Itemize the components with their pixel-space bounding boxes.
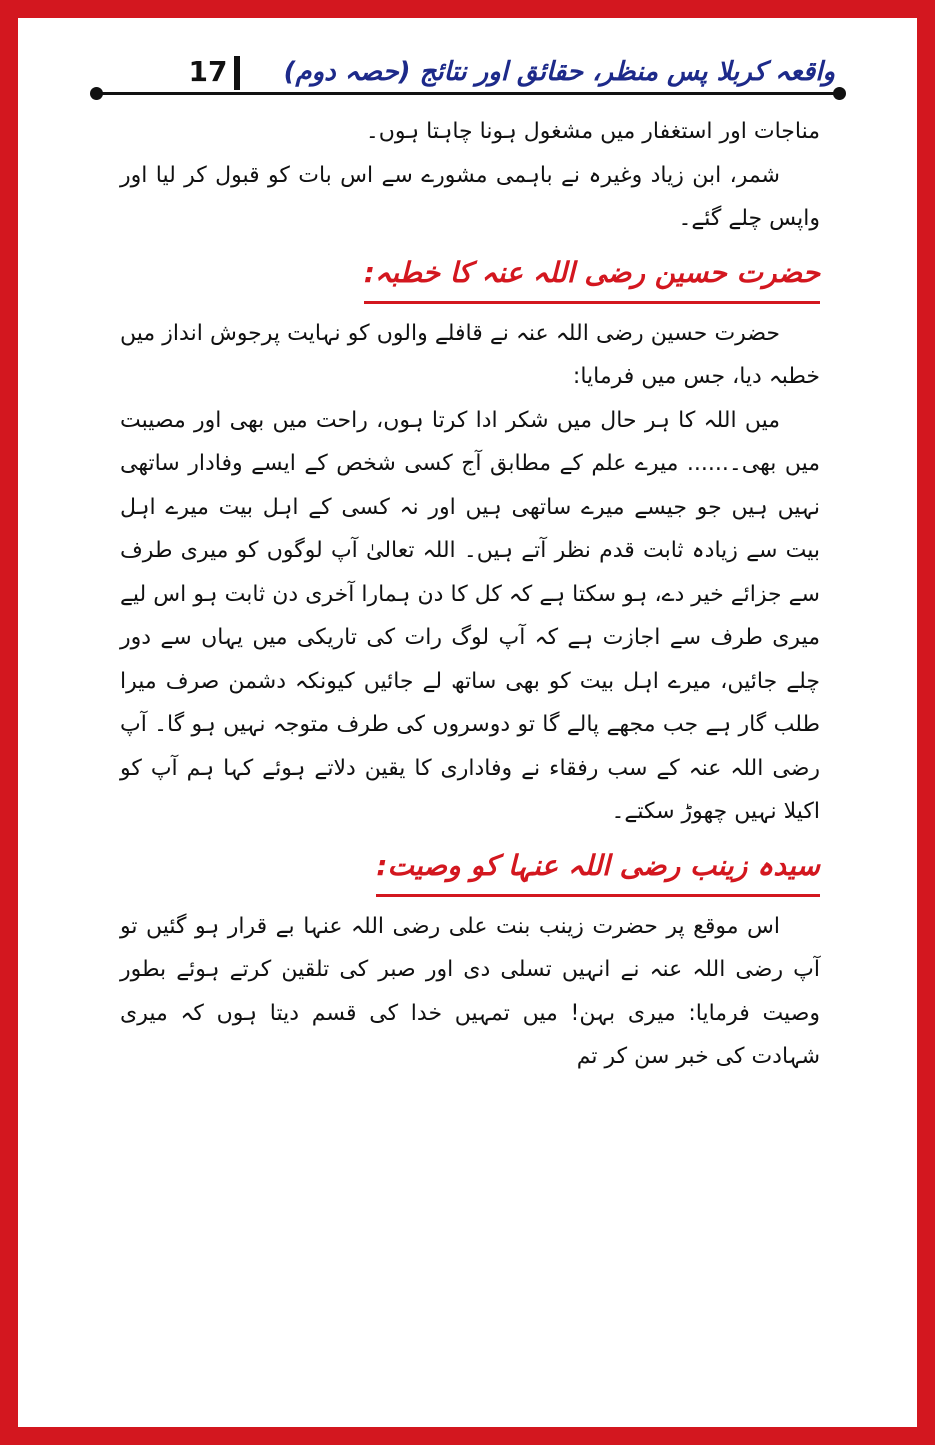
page-body [120, 110, 820, 1079]
paragraph-5: اس موقع پر حضرت زینب بنت علی رضی اللہ عنہا بے قرار ہو گئیں تو آپ رضی اللہ عنہ نے انہیں تسلی دی اور صبر کی تلقین کرتے ہوئے بطور وصیت فرمایا: میری بہن! میں تمہیں خدا کی قسم دیتا ہوں کہ میری شہادت کی خبر سن کر تم [120, 913, 820, 1069]
page-header [100, 52, 835, 92]
header-rule [95, 92, 840, 95]
section-heading-khutba-text: حضرت حسین رضی اللہ عنہ کا خطبہ: [364, 247, 820, 304]
header-divider-bar [234, 56, 240, 90]
paragraph-4: میں اللہ کا ہر حال میں شکر ادا کرتا ہوں، راحت میں بھی اور مصیبت میں بھی۔...... میرے علم کے مطابق آج کسی شخص کے ایسے وفادار ساتھی نہیں ہیں جو جیسے میرے ساتھی ہیں اور نہ کسی کے اہل بیت میرے اہل بیت سے زیادہ ثابت قدم نظر آتے ہیں۔ اللہ تعالیٰ آپ لوگوں کو میری طرف سے جزائے خیر دے، ہو سکتا ہے کہ کل کا دن ہمارا آخری دن ثابت ہو اس لیے میری طرف سے اجازت ہے کہ آپ لوگ رات کی تاریکی میں یہاں سے دور چلے جائیں، میرے اہل بیت کو بھی ساتھ لے جائیں کیونکہ دشمن صرف میرا طلب گار ہے جب مجھے پالے گا تو دوسروں کی طرف متوجہ نہیں ہو گا۔ آپ رضی اللہ عنہ کے سب رفقاء نے وفاداری کا یقین دلاتے ہوئے کہا ہم آپ کو اکیلا نہیں چھوڑ سکتے۔ [120, 407, 820, 824]
paragraph-2: شمر، ابن زیاد وغیرہ نے باہمی مشورے سے اس بات کو قبول کر لیا اور واپس چلے گئے۔ [120, 162, 820, 231]
header-rule-right-dot [833, 87, 846, 100]
paragraph-1: مناجات اور استغفار میں مشغول ہونا چاہتا ہوں۔ [365, 119, 820, 144]
section-heading-wasiyat-text: سیدہ زینب رضی اللہ عنہا کو وصیت: [376, 840, 820, 897]
section-heading-wasiyat [120, 840, 820, 897]
section-heading-khutba [120, 247, 820, 304]
running-title: واقعہ کربلا پس منظر، حقائق اور نتائج (حصہ دوم) [283, 57, 835, 87]
page-number: 17 [188, 55, 228, 88]
paragraph-3: حضرت حسین رضی اللہ عنہ نے قافلے والوں کو نہایت پرجوش انداز میں خطبہ دیا، جس میں فرمایا: [120, 320, 820, 389]
